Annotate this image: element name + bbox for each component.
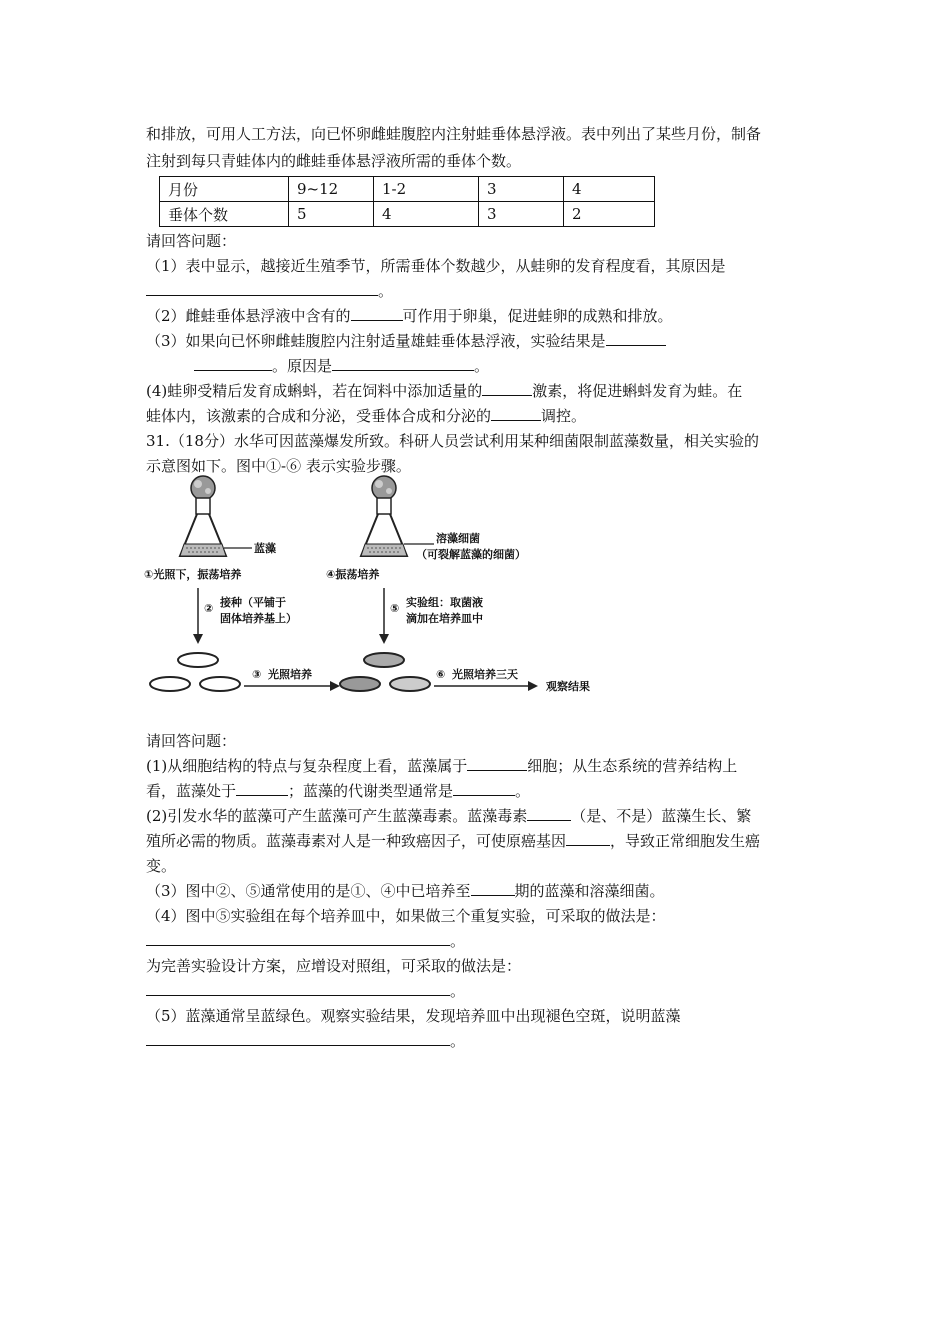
q30-part1: （1）表中显示，越接近生殖季节，所需垂体个数越少，从蛙卵的发育程度看，其原因是 <box>146 257 726 275</box>
q31-part2-cont <box>146 831 760 851</box>
q30-part4-text: (4)蛙卵受精后发育成蝌蚪，若在饲料中添加适量的 <box>146 382 483 400</box>
q31-heading-line-2: 示意图如下。图中①-⑥ 表示实验步骤。 <box>146 457 411 475</box>
q31-part2-end: 变。 <box>146 857 177 875</box>
answer-blank[interactable] <box>467 756 527 771</box>
step2-label: 接种（平铺于 <box>220 596 286 609</box>
answer-blank[interactable] <box>351 306 403 321</box>
table-cell: 3 <box>479 177 564 202</box>
step4-label: ④振荡培养 <box>326 568 380 581</box>
q31-part2-text: (2)引发水华的蓝藻可产生蓝藻可产生蓝藻毒素。蓝藻毒素 <box>146 807 528 825</box>
table-cell: 月份 <box>160 177 289 202</box>
result-label: 观察结果 <box>546 680 590 693</box>
answer-blank[interactable] <box>527 806 571 821</box>
experiment-diagram <box>140 472 620 708</box>
table-cell: 3 <box>479 202 564 227</box>
table-row <box>160 177 655 202</box>
q31-heading-line-1: 31.（18分）水华可因蓝藻爆发所致。科研人员尝试利用某种细菌限制蓝藻数量，相关实验的 <box>146 432 759 450</box>
answer-blank[interactable] <box>146 981 450 996</box>
label-bacteria-note: （可裂解蓝藻的细菌） <box>416 548 526 561</box>
q30-part4-text-cont: 蛙体内，该激素的合成和分泌，受垂体合成和分泌的 <box>146 407 492 425</box>
q30-part2 <box>146 306 673 326</box>
q31-part1 <box>146 756 737 776</box>
punctuation: 。 <box>515 782 531 800</box>
table-cell: 4 <box>564 177 655 202</box>
petri-dish-icon <box>340 653 430 691</box>
step3-number: ③ <box>252 668 262 681</box>
flask-icon <box>361 476 407 556</box>
table-cell: 4 <box>374 202 479 227</box>
table-cell: 5 <box>289 202 374 227</box>
step3-label: 光照培养 <box>268 668 312 681</box>
step5-label: 实验组：取菌液 <box>406 596 483 609</box>
answer-blank[interactable] <box>146 281 378 296</box>
q30-prompt: 请回答问题： <box>146 232 237 250</box>
q30-part2-text-end: 可作用于卵巢，促进蛙卵的成熟和排放。 <box>402 307 673 325</box>
q30-part3-cont <box>146 356 489 376</box>
answer-blank[interactable] <box>606 331 666 346</box>
q31-part1-text-cont: 看，蓝藻处于 <box>146 782 237 800</box>
intro-line-1: 和排放，可用人工方法，向已怀卵雌蛙腹腔内注射蛙垂体悬浮液。表中列出了某些月份，制备 <box>146 125 762 143</box>
table-cell: 1-2 <box>374 177 479 202</box>
label-algae: 蓝藻 <box>254 542 276 555</box>
q31-part4: （4）图中⑤实验组在每个培养皿中，如果做三个重复实验，可采取的做法是： <box>146 907 666 925</box>
step1-label: ①光照下，振荡培养 <box>144 568 242 581</box>
q31-part1-text: (1)从细胞结构的特点与复杂程度上看，蓝藻属于 <box>146 757 468 775</box>
table-cell: 9~12 <box>289 177 374 202</box>
answer-blank[interactable] <box>146 1031 450 1046</box>
answer-blank[interactable] <box>482 381 532 396</box>
answer-blank[interactable] <box>566 831 610 846</box>
q31-part2-text-end: ，导致正常细胞发生癌 <box>610 832 761 850</box>
punctuation: 。 <box>378 282 394 300</box>
answer-blank[interactable] <box>471 881 515 896</box>
q30-part4-cont <box>146 406 586 426</box>
punctuation: 。 <box>450 1032 466 1050</box>
step2-label-cont: 固体培养基上） <box>220 612 297 625</box>
step6-number: ⑥ <box>436 668 446 681</box>
q30-part3 <box>146 331 666 351</box>
q31-part5: （5）蓝藻通常呈蓝绿色。观察实验结果，发现培养皿中出现褪色空斑，说明蓝藻 <box>146 1007 681 1025</box>
q31-part4-answer <box>146 931 465 951</box>
step6-label: 光照培养三天 <box>452 668 518 681</box>
label-bacteria: 溶藻细菌 <box>436 532 480 545</box>
q30-part3-reason: 。原因是 <box>272 357 333 375</box>
q31-part1-text-metab: ；蓝藻的代谢类型通常是 <box>288 782 454 800</box>
answer-blank[interactable] <box>491 406 541 421</box>
answer-blank[interactable] <box>146 931 450 946</box>
q31-part3 <box>146 881 665 901</box>
q30-part2-text: （2）雌蛙垂体悬浮液中含有的 <box>146 307 351 325</box>
q31-part4-control: 为完善实验设计方案，应增设对照组，可采取的做法是： <box>146 957 522 975</box>
punctuation: 。 <box>450 982 466 1000</box>
q31-part2 <box>146 806 751 826</box>
q30-part4 <box>146 381 742 401</box>
answer-blank[interactable] <box>453 781 515 796</box>
q31-part2-text-cont: 殖所必需的物质。蓝藻毒素对人是一种致癌因子，可使原癌基因 <box>146 832 567 850</box>
q31-part3-text: （3）图中②、⑤通常使用的是①、④中已培养至 <box>146 882 471 900</box>
table-row <box>160 202 655 227</box>
flask-icon <box>180 476 226 556</box>
q31-part5-answer <box>146 1031 465 1051</box>
q31-part1-cont <box>146 781 530 801</box>
intro-line-2: 注射到每只青蛙体内的雌蛙垂体悬浮液所需的垂体个数。 <box>146 152 522 170</box>
q30-part4-text-mid: 激素，将促进蝌蚪发育为蛙。在 <box>532 382 743 400</box>
q31-part1-text-mid: 细胞；从生态系统的营养结构上 <box>527 757 738 775</box>
step5-number: ⑤ <box>390 602 400 615</box>
answer-blank[interactable] <box>194 356 272 371</box>
answer-blank[interactable] <box>236 781 288 796</box>
q30-part4-text-end: 调控。 <box>541 407 587 425</box>
pituitary-table <box>159 176 655 227</box>
punctuation: 。 <box>474 357 490 375</box>
step5-label-cont: 滴加在培养皿中 <box>406 612 483 625</box>
q30-part3-text: （3）如果向已怀卵雌蛙腹腔内注射适量雄蛙垂体悬浮液，实验结果是 <box>146 332 606 350</box>
q31-prompt: 请回答问题： <box>146 732 237 750</box>
petri-dish-icon <box>150 653 240 691</box>
step2-number: ② <box>204 602 214 615</box>
q30-part1-answer <box>146 281 393 301</box>
q31-part2-text-mid: （是、不是）蓝藻生长、繁 <box>571 807 752 825</box>
punctuation: 。 <box>450 932 466 950</box>
q31-part4-control-answer <box>146 981 465 1001</box>
answer-blank[interactable] <box>332 356 474 371</box>
table-cell: 2 <box>564 202 655 227</box>
table-cell: 垂体个数 <box>160 202 289 227</box>
q31-part3-text-end: 期的蓝藻和溶藻细菌。 <box>514 882 665 900</box>
